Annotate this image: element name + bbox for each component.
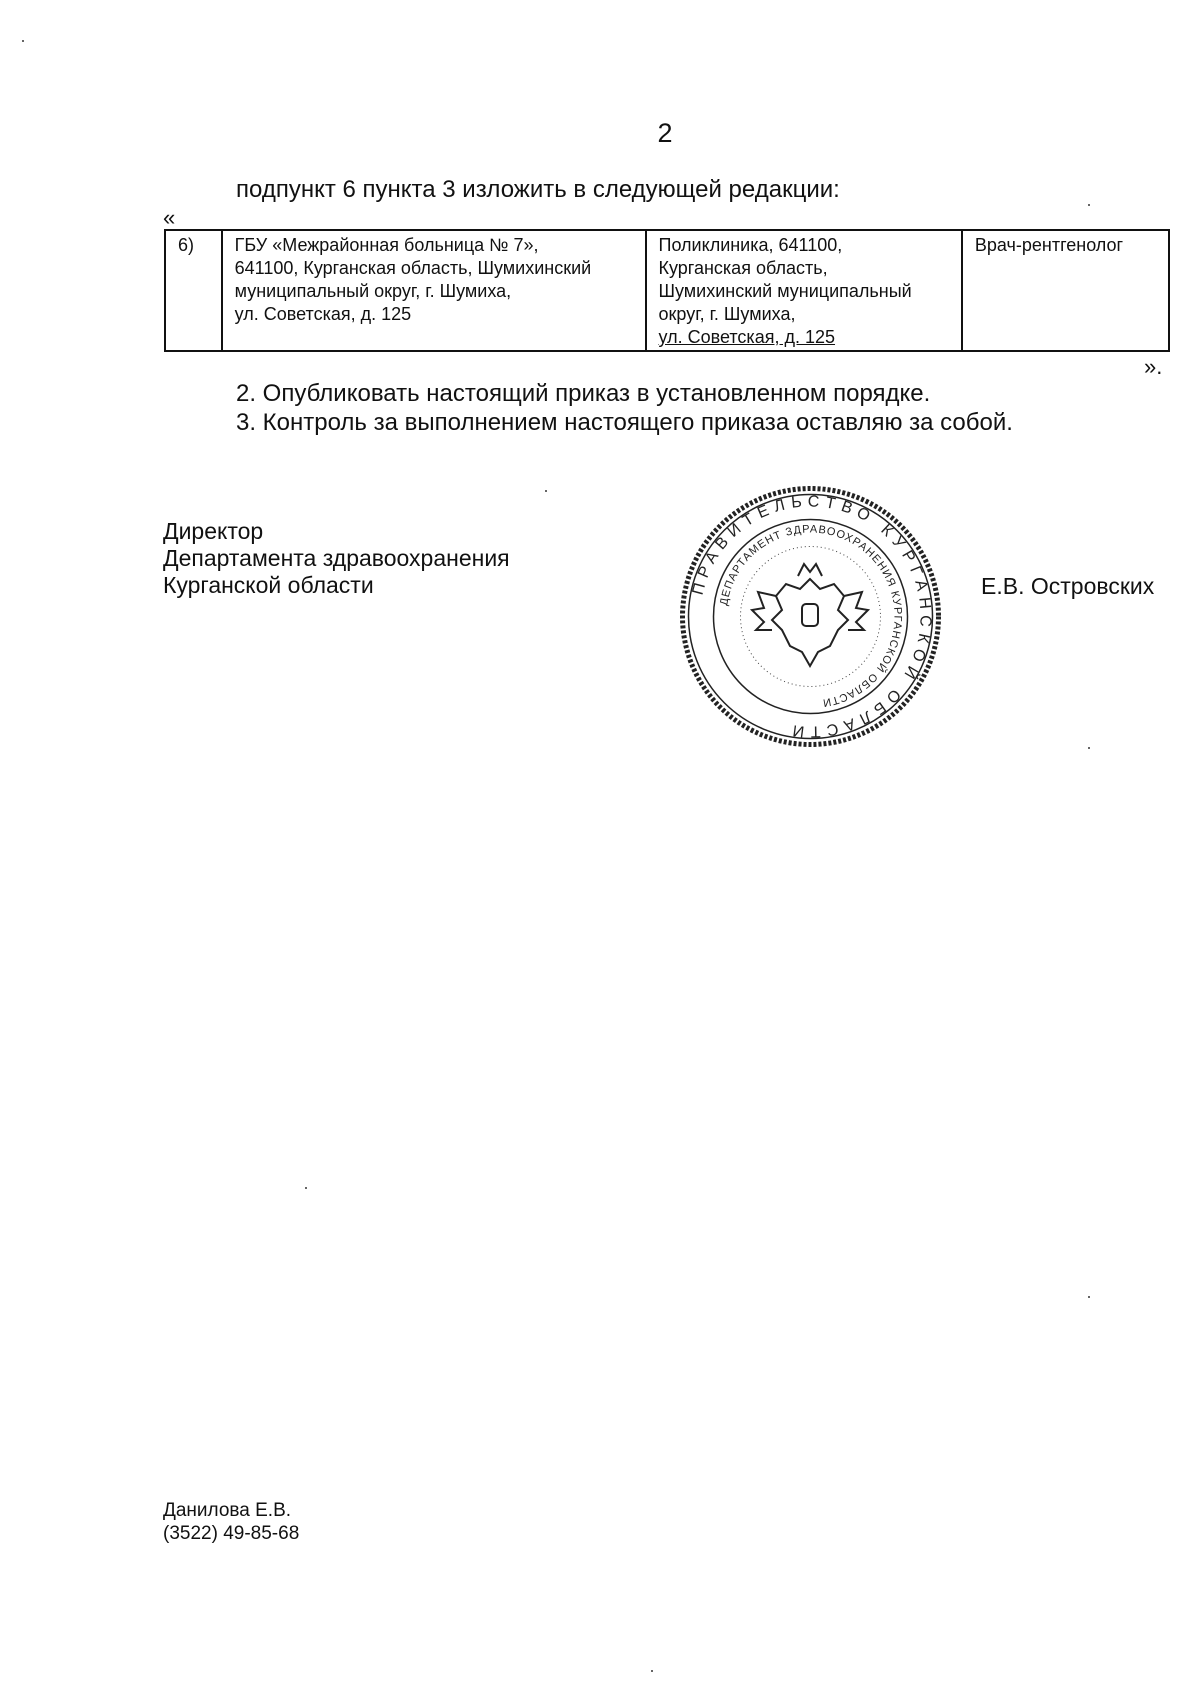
signatory-name: Е.В. Островских <box>981 573 1155 599</box>
amendment-table <box>164 229 1170 352</box>
scan-speck <box>651 1670 653 1672</box>
seal-inner-ring <box>714 520 908 714</box>
signatory-title-line: Курганской области <box>163 572 374 598</box>
signatory-title-line: Директор <box>163 518 264 544</box>
place-line: Поликлиника, 641100, <box>658 235 843 255</box>
page-number: 2 <box>657 118 673 148</box>
table-row <box>165 230 1169 351</box>
scan-speck <box>1088 1296 1090 1298</box>
organization-line: 641100, Курганская область, Шумихинский <box>234 258 592 278</box>
amendment-intro: подпункт 6 пункта 3 изложить в следующей редакции: <box>236 176 840 203</box>
seal-outer-text: ПРАВИТЕЛЬСТВО КУРГАНСКОЙ ОБЛАСТИ <box>689 493 934 740</box>
place-line: Курганская область, <box>658 258 828 278</box>
point-2: 2. Опубликовать настоящий приказ в установленном порядке. <box>236 380 931 407</box>
scan-speck <box>1088 204 1090 206</box>
scan-speck <box>305 1187 307 1189</box>
official-seal <box>678 484 943 749</box>
organization-line: ГБУ «Межрайонная больница № 7», <box>234 235 539 255</box>
executor-name: Данилова Е.В. <box>163 1500 292 1521</box>
organization-line: ул. Советская, д. 125 <box>234 304 412 324</box>
position-cell: Врач-рентгенолог <box>962 230 1169 351</box>
point-3: 3. Контроль за выполнением настоящего приказа оставляю за собой. <box>236 409 1013 436</box>
place-line: округ, г. Шумиха, <box>658 304 796 324</box>
organization-cell <box>222 230 646 351</box>
executor-phone: (3522) 49-85-68 <box>163 1523 300 1544</box>
row-number-cell: 6) <box>165 230 222 351</box>
signatory-title-line: Департамента здравоохранения <box>163 545 510 571</box>
opening-quote: « <box>163 205 176 230</box>
scan-speck <box>22 40 24 42</box>
closing-quote: ». <box>1144 354 1163 379</box>
place-cell <box>646 230 962 351</box>
executor-info <box>163 1499 299 1545</box>
organization-line: муниципальный округ, г. Шумиха, <box>234 281 512 301</box>
emblem-eagle-icon <box>752 564 868 666</box>
seal-inner-text: ДЕПАРТАМЕНТ ЗДРАВООХРАНЕНИЯ КУРГАНСКОЙ ОБЛАСТИ <box>718 523 904 709</box>
place-line: ул. Советская, д. 125 <box>658 327 836 347</box>
scan-speck <box>1088 747 1090 749</box>
signatory-title <box>163 518 510 599</box>
scan-speck <box>545 490 547 492</box>
place-line: Шумихинский муниципальный <box>658 281 912 301</box>
